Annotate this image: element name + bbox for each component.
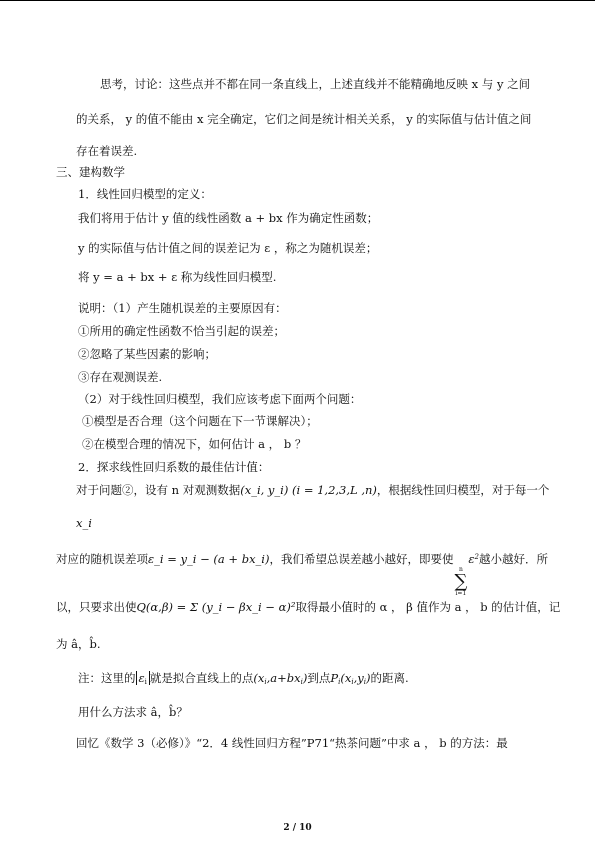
item2-line-4-text-b: 取得最小值时的 α ， β 值作为 a ， b 的估计值，记	[295, 600, 561, 614]
item2-line-2: x_i	[76, 516, 92, 530]
note-abs-b: 就是拟合直线上的点	[149, 671, 254, 685]
item2-line-3	[56, 550, 548, 597]
item2-line-1-text-a: 对于问题②，设有 n 对观测数据	[76, 483, 241, 497]
abs-epsilon: $\varepsilon_i$	[136, 671, 150, 685]
item2-line-4	[56, 600, 560, 614]
item1-line-2: y 的实际值与估计值之间的误差记为 ε ，称之为随机误差；	[78, 241, 378, 255]
page-top-rule	[0, 0, 595, 1]
note-abs-a: 注：这里的	[78, 671, 136, 685]
item2-line-1-math: (x_i, y_i) (i = 1,2,3,L ,n)	[240, 483, 377, 497]
note-6: ①模型是否合理（这个问题在下一节课解决）；	[82, 414, 318, 428]
point-fit: $(x_i,a+bx_i)$	[253, 671, 308, 686]
item1-title: 1．线性回归模型的定义：	[78, 187, 212, 201]
note-abs-line	[78, 671, 409, 689]
page-number: 2 / 10	[283, 823, 312, 833]
sum-symbol: n ∑ i=1	[454, 566, 468, 597]
think-line-1: 思考，讨论：这些点并不都在同一条直线上，上述直线并不能精确地反映 x 与 y 之间	[100, 77, 531, 91]
recall-line: 回忆《数学 3（必修）》“2．4 线性回归方程”P71“热茶问题”中求 a ， b 的方法：最	[76, 736, 508, 750]
item2-line-3-text-b: ，我们希望总误差越小越好，即要使	[269, 552, 454, 566]
method-question: 用什么方法求 â，b̂？	[78, 705, 188, 719]
item2-title: 2．探求线性回归系数的最佳估计值：	[78, 460, 270, 474]
note-5: （2）对于线性回归模型，我们应该考虑下面两个问题：	[78, 392, 362, 406]
item2-line-3-text-c: 越小越好．所	[478, 552, 548, 566]
item2-line-3-math: ε_i = y_i − (a + bx_i)	[148, 552, 270, 566]
item2-line-3-text-a: 对应的随机误差项	[56, 552, 148, 566]
item2-line-1-text-b: ，根据线性回归模型，对于每一个	[376, 483, 550, 497]
item1-line-3: 将 y = a + bx + ε 称为线性回归模型.	[78, 270, 277, 284]
epsilon-term: $\varepsilon^2$	[468, 552, 479, 566]
item2-line-4-math: Q(α,β) = Σ (y_i − βx_i − α)²	[136, 600, 296, 614]
note-abs-d: 的距离.	[370, 671, 409, 685]
item1-line-1: 我们将用于估计 y 值的线性函数 a + bx 作为确定性函数；	[78, 211, 379, 225]
section-heading: 三、建构数学	[56, 165, 125, 179]
point-observed: $P_i(x_i,y_i)$	[330, 671, 371, 686]
note-7: ②在模型合理的情况下，如何估计 a ， b ？	[82, 437, 307, 451]
item2-line-5: 为 â，b̂.	[56, 637, 101, 651]
note-4: ③存在观测误差.	[78, 370, 163, 384]
item2-line-4-text-a: 以，只要求出使	[56, 600, 137, 614]
note-abs-c: 到点	[307, 671, 331, 685]
note-2: ①所用的确定性函数不恰当引起的误差；	[78, 324, 285, 338]
note-3: ②忽略了某些因素的影响；	[78, 347, 216, 361]
think-line-3: 存在着误差.	[76, 144, 138, 158]
note-1: 说明：（1）产生随机误差的主要原因有：	[78, 301, 287, 315]
think-line-2: 的关系， y 的值不能由 x 完全确定，它们之间是统计相关关系， y 的实际值与估计值之间	[76, 112, 532, 126]
item2-line-1	[76, 483, 549, 497]
